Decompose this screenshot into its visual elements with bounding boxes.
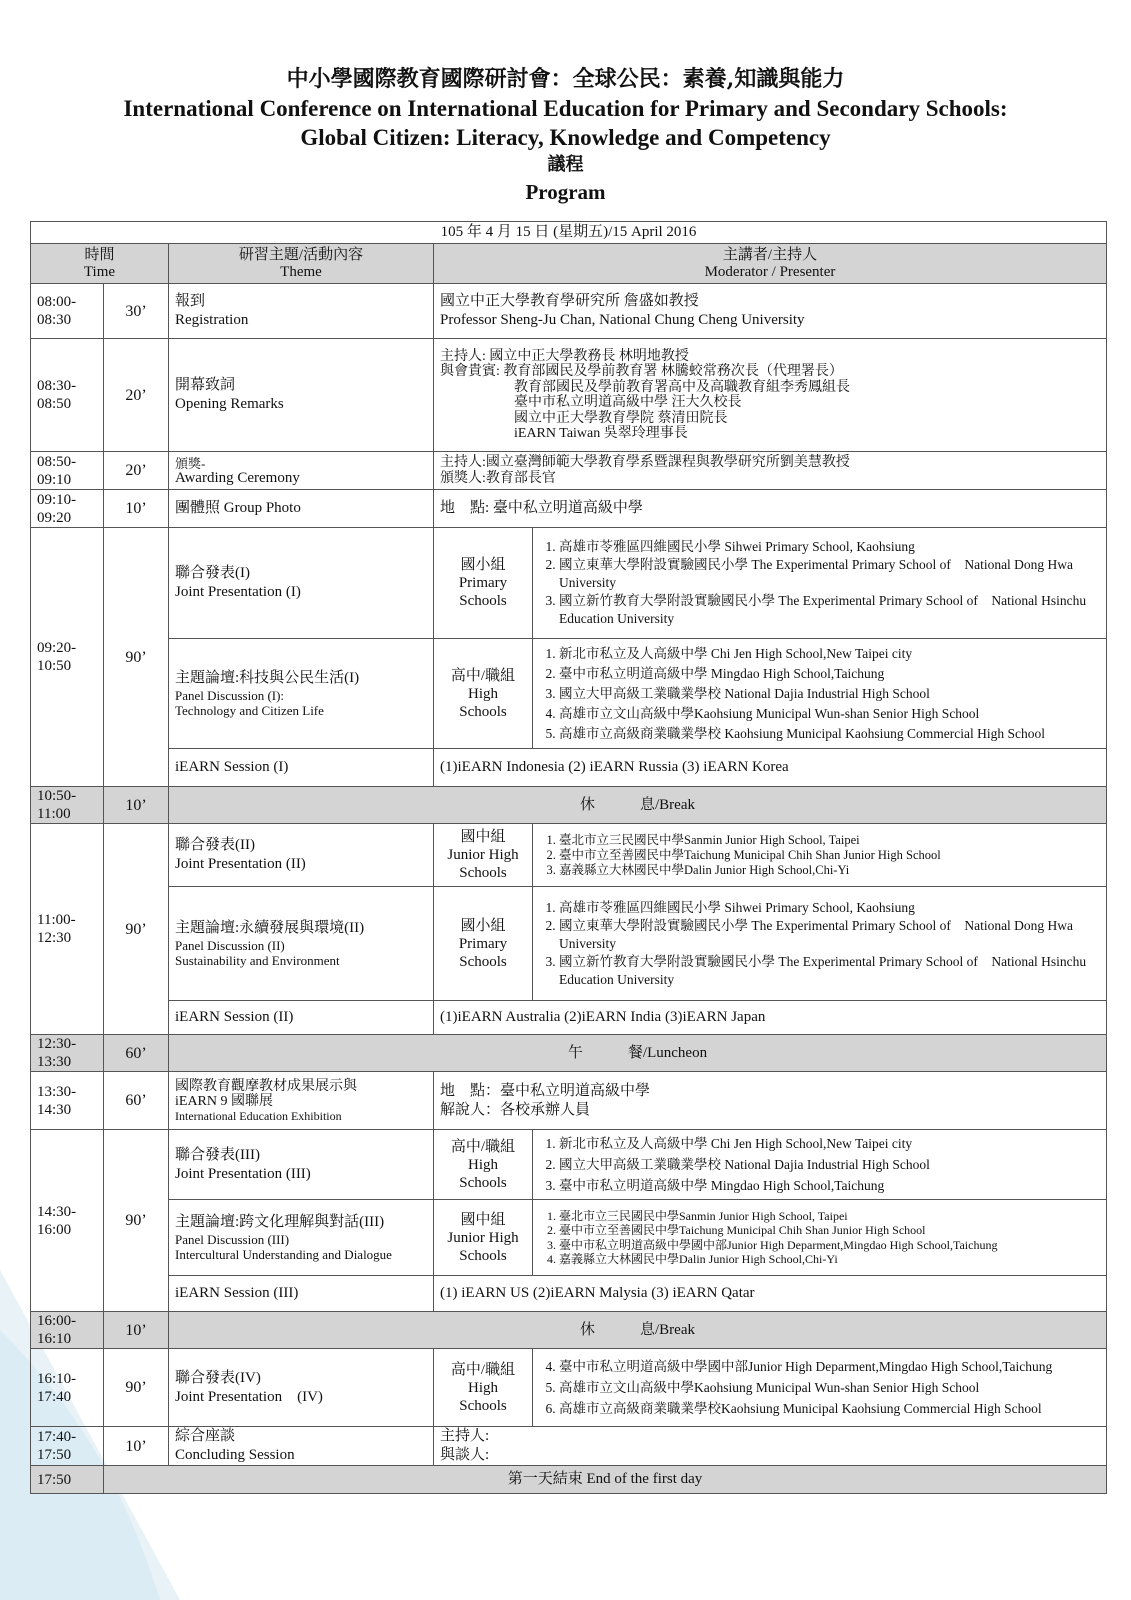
moderator-cell: (1)iEARN Indonesia (2) iEARN Russia (3) iEARN Korea [434,749,1107,787]
moderator-cell: 主持人:國立臺灣師範大學教育學系暨課程與教學研究所劉美慧教授 頒獎人:教育部長官 [434,452,1107,490]
moderator-header-cn: 主講者/主持人 [722,246,818,263]
theme-header-cn: 研習主題/活動內容 [238,246,364,263]
list-item: 3. 國立新竹教育大學附設實驗國民小學 The Experimental Primary School of National Hsinchu Education University [559,592,1100,628]
theme-cell: iEARN Session (I) [169,749,434,787]
presenter-list [539,644,1100,744]
awarding-ceremony-row [31,452,1107,490]
list-item: 4. 高雄市立文山高級中學Kaohsiung Municipal Wun-shan Senior High School [559,704,1100,724]
session-3-panel-row [31,1200,1107,1276]
luncheon-row [31,1035,1107,1072]
time-slot: 17:40- 17:50 [31,1427,104,1466]
luncheon-label: 午 餐/Luncheon [169,1035,1107,1072]
list-item: 2. 臺中市私立明道高級中學 Mingdao High School,Taichung [559,664,1100,684]
time-slot: 12:30- 13:30 [31,1035,104,1072]
duration: 90’ [104,528,169,787]
time-slot: 13:30- 14:30 [31,1072,104,1130]
theme-header-en: Theme [280,263,322,280]
time-slot: 16:00- 16:10 [31,1312,104,1349]
document-header [0,64,1131,206]
opening-remarks-row [31,339,1107,452]
list-item: 4. 臺中市私立明道高級中學國中部Junior High Deparment,Mingdao High School,Taichung [559,1356,1100,1377]
presenter-list-cell [533,1200,1107,1276]
list-item: 3. 臺中市私立明道高級中學國中部Junior High Deparment,Mingdao High School,Taichung [559,1238,1100,1253]
theme-cell: 聯合發表(I) Joint Presentation (I) [169,528,434,639]
list-item: 1. 高雄市苓雅區四維國民小學 Sihwei Primary School, Kaohsiung [559,899,1100,917]
duration: 10’ [104,1312,169,1349]
moderator-cell: (1)iEARN Australia (2)iEARN India (3)iEARN Japan [434,1001,1107,1035]
program-heading-english: Program [525,180,606,204]
list-item: 4. 嘉義縣立大林國民中學Dalin Junior High School,Chi-Yi [559,1252,1100,1267]
theme-cell: 國際教育觀摩教材成果展示與 iEARN 9 國聯展 International Education Exhibition [169,1072,434,1130]
duration: 10’ [104,787,169,824]
list-item: 2. 臺中市立至善國民中學Taichung Municipal Chih Shan Junior High School [559,1223,1100,1238]
group-cell: 國小組 Primary Schools [434,887,533,1001]
title-english-line-1: International Conference on International Education for Primary and Secondary Schools: [123,96,1008,121]
moderator-header-en: Moderator / Presenter [704,263,836,280]
list-item: 2. 國立東華大學附設實驗國民小學 The Experimental Primary School of National Dong Hwa University [559,556,1100,592]
exhibition-row [31,1072,1107,1130]
theme-cell: 開幕致詞 Opening Remarks [169,339,434,452]
session-1-joint-row [31,528,1107,639]
presenter-list-cell [533,528,1107,639]
group-cell: 國中組 Junior High Schools [434,1200,533,1276]
theme-cell: 主題論壇:跨文化理解與對話(III) Panel Discussion (III) Intercultural Understanding and Dialogue [169,1200,434,1276]
group-cell: 高中/職組 High Schools [434,1349,533,1427]
list-item: 3. 國立新竹教育大學附設實驗國民小學 The Experimental Primary School of National Hsinchu Education University [559,953,1100,989]
list-item: 1. 新北市私立及人高級中學 Chi Jen High School,New Taipei city [559,1133,1100,1154]
list-item: 3. 嘉義縣立大林國民中學Dalin Junior High School,Chi-Yi [559,863,1100,878]
date-row [31,222,1107,244]
presenter-list-cell [533,1349,1107,1427]
session-3-joint-row [31,1130,1107,1200]
theme-cell: iEARN Session (II) [169,1001,434,1035]
session-3-iearn-row [31,1276,1107,1312]
duration: 10’ [104,490,169,528]
program-table [30,221,1107,1494]
duration: 20’ [104,339,169,452]
time-slot: 16:10- 17:40 [31,1349,104,1427]
list-item: 5. 高雄市立高級商業職業學校 Kaohsiung Municipal Kaohsiung Commercial High School [559,724,1100,744]
session-4-joint-row [31,1349,1107,1427]
column-header-row [31,244,1107,284]
moderator-cell: 地 點：臺中私立明道高級中學 解說人：各校承辦人員 [434,1072,1107,1130]
session-2-joint-row [31,824,1107,887]
presenter-list [539,538,1100,628]
list-item: 2. 國立東華大學附設實驗國民小學 The Experimental Primary School of National Dong Hwa University [559,917,1100,953]
duration: 90’ [104,1130,169,1312]
duration: 60’ [104,1072,169,1130]
time-slot: 14:30- 16:00 [31,1130,104,1312]
list-item: 3. 臺中市私立明道高級中學 Mingdao High School,Taichung [559,1175,1100,1196]
list-item: 3. 國立大甲高級工業職業學校 National Dajia Industrial High School [559,684,1100,704]
title-chinese: 中小學國際教育國際研討會：全球公民：素養,知識與能力 [286,66,845,92]
time-column-header [31,244,169,284]
duration: 20’ [104,452,169,490]
time-header-cn: 時間 [84,246,115,263]
session-2-iearn-row [31,1001,1107,1035]
session-2-panel-row [31,887,1107,1001]
time-slot: 11:00- 12:30 [31,824,104,1035]
time-slot: 10:50- 11:00 [31,787,104,824]
list-item: 1. 高雄市苓雅區四維國民小學 Sihwei Primary School, Kaohsiung [559,538,1100,556]
theme-cell: 報到 Registration [169,284,434,339]
duration: 90’ [104,1349,169,1427]
end-of-day-label: 第一天結束 End of the first day [104,1466,1107,1494]
moderator-cell: 主持人: 與談人: [434,1427,1107,1466]
list-item: 6. 高雄市立高級商業職業學校Kaohsiung Municipal Kaohsiung Commercial High School [559,1398,1100,1419]
theme-cell: 頒獎- Awarding Ceremony [169,452,434,490]
presenter-list [539,833,1100,878]
presenter-list-cell [533,824,1107,887]
presenter-list-cell [533,1130,1107,1200]
session-1-panel-row [31,639,1107,749]
date-cell: 105 年 4 月 15 日 (星期五)/15 April 2016 [31,222,1107,244]
break-row [31,787,1107,824]
presenter-list-cell [533,887,1107,1001]
list-item: 1. 臺北市立三民國民中學Sanmin Junior High School, Taipei [559,833,1100,848]
theme-cell: 主題論壇:永續發展與環境(II) Panel Discussion (II) Sustainability and Environment [169,887,434,1001]
concluding-session-row [31,1427,1107,1466]
group-cell: 高中/職組 High Schools [434,1130,533,1200]
presenter-list [539,1356,1100,1419]
program-heading-chinese: 議程 [547,154,584,175]
theme-cell: 團體照 Group Photo [169,490,434,528]
theme-cell: 綜合座談 Concluding Session [169,1427,434,1466]
moderator-cell: 地 點: 臺中私立明道高級中學 [434,490,1107,528]
presenter-list [539,1133,1100,1196]
time-slot: 08:50- 09:10 [31,452,104,490]
duration: 10’ [104,1427,169,1466]
moderator-cell: (1) iEARN US (2)iEARN Malysia (3) iEARN Qatar [434,1276,1107,1312]
time-slot: 08:30- 08:50 [31,339,104,452]
presenter-list [539,1209,1100,1267]
break-label: 休 息/Break [169,1312,1107,1349]
end-of-day-row [31,1466,1107,1494]
duration: 90’ [104,824,169,1035]
title-english-line-2: Global Citizen: Literacy, Knowledge and Competency [300,125,831,150]
time-slot: 08:00- 08:30 [31,284,104,339]
moderator-cell: 主持人: 國立中正大學教務長 林明地教授 與會貴賓: 教育部國民及學前教育署 林騰蛟常務次長（代理署長） 教育部國民及學前教育署高中及高職教育組李秀鳳組長 臺中市私立明道高級中學 汪大久校長 國立中正大學教育學院 蔡清田院長 iEARN Taiwan 吳翠玲理事長 [434,339,1107,452]
registration-row [31,284,1107,339]
theme-cell: 聯合發表(III) Joint Presentation (III) [169,1130,434,1200]
list-item: 1. 新北市私立及人高級中學 Chi Jen High School,New Taipei city [559,644,1100,664]
group-cell: 國小組 Primary Schools [434,528,533,639]
moderator-cell: 國立中正大學教育學研究所 詹盛如教授 Professor Sheng-Ju Chan, National Chung Cheng University [434,284,1107,339]
theme-cell: iEARN Session (III) [169,1276,434,1312]
list-item: 1. 臺北市立三民國民中學Sanmin Junior High School, Taipei [559,1209,1100,1224]
session-1-iearn-row [31,749,1107,787]
list-item: 5. 高雄市立文山高級中學Kaohsiung Municipal Wun-shan Senior High School [559,1377,1100,1398]
list-item: 2. 國立大甲高級工業職業學校 National Dajia Industrial High School [559,1154,1100,1175]
theme-cell: 主題論壇:科技與公民生活(I) Panel Discussion (I): Technology and Citizen Life [169,639,434,749]
duration: 60’ [104,1035,169,1072]
presenter-list-cell [533,639,1107,749]
time-slot: 09:10- 09:20 [31,490,104,528]
time-header-en: Time [83,263,116,280]
theme-cell: 聯合發表(II) Joint Presentation (II) [169,824,434,887]
theme-column-header [169,244,434,284]
moderator-column-header [434,244,1107,284]
group-cell: 高中/職組 High Schools [434,639,533,749]
list-item: 2. 臺中市立至善國民中學Taichung Municipal Chih Shan Junior High School [559,848,1100,863]
group-photo-row [31,490,1107,528]
duration: 30’ [104,284,169,339]
group-cell: 國中組 Junior High Schools [434,824,533,887]
theme-cell: 聯合發表(IV) Joint Presentation (IV) [169,1349,434,1427]
time-slot: 17:50 [31,1466,104,1494]
break-row [31,1312,1107,1349]
time-slot: 09:20- 10:50 [31,528,104,787]
break-label: 休 息/Break [169,787,1107,824]
presenter-list [539,899,1100,989]
